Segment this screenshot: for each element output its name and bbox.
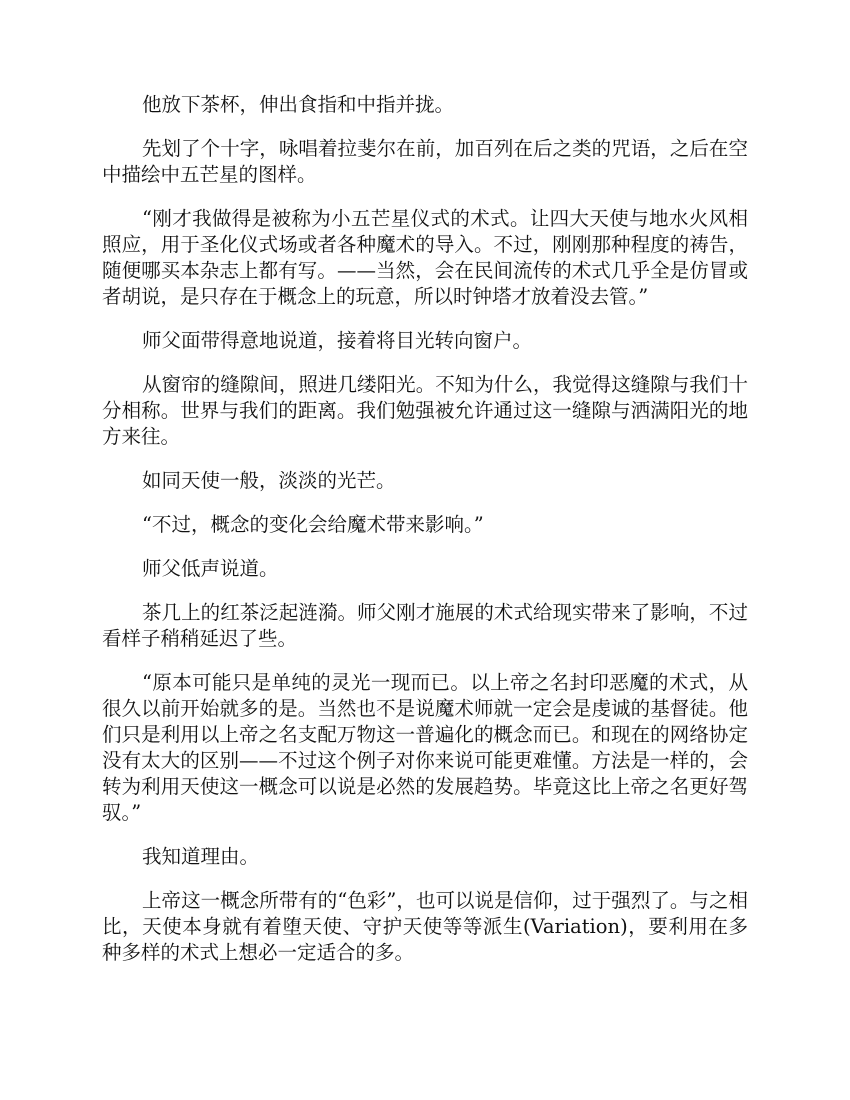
paragraph-9: 茶几上的红茶泛起涟漪。师父刚才施展的术式给现实带来了影响，不过看样子稍稍延迟了些。 (102, 601, 748, 650)
paragraph-12: 上帝这一概念所带有的“色彩”，也可以说是信仰，过于强烈了。与之相比，天使本身就有着堕天使、守护天使等等派生(Variation)，要利用在多种多样的术式上想必一定适合的多。 (102, 889, 748, 964)
paragraph-1: 他放下茶杯，伸出食指和中指并拢。 (142, 93, 455, 116)
paragraph-11: 我知道理由。 (142, 845, 260, 868)
paragraph-8: 师父低声说道。 (142, 557, 279, 580)
paragraph-4: 师父面带得意地说道，接着将目光转向窗户。 (142, 329, 533, 352)
paragraph-2: 先划了个十字，咏唱着拉斐尔在前，加百列在后之类的咒语，之后在空中描绘中五芒星的图样。 (102, 137, 748, 186)
paragraph-7: “不过，概念的变化会给魔术带来影响。” (142, 513, 484, 536)
paragraph-3: “刚才我做得是被称为小五芒星仪式的术式。让四大天使与地水火风相照应，用于圣化仪式场或者各种魔术的导入。不过，刚刚那种程度的祷告，随便哪买本杂志上都有写。——当然，会在民间流传的术式几乎全是仿冒或者胡说，是只存在于概念上的玩意，所以时钟塔才放着没去管。” (102, 207, 748, 308)
document-page (102, 92, 748, 984)
paragraph-6: 如同天使一般，淡淡的光芒。 (142, 469, 396, 492)
paragraph-5: 从窗帘的缝隙间，照进几缕阳光。不知为什么，我觉得这缝隙与我们十分相称。世界与我们的距离。我们勉强被允许通过这一缝隙与洒满阳光的地方来往。 (102, 373, 748, 448)
paragraph-10: “原本可能只是单纯的灵光一现而已。以上帝之名封印恶魔的术式，从很久以前开始就多的是。当然也不是说魔术师就一定会是虔诚的基督徒。他们只是利用以上帝之名支配万物这一普遍化的概念而已。和现在的网络协定没有太大的区别——不过这个例子对你来说可能更难懂。方法是一样的，会转为利用天使这一概念可以说是必然的发展趋势。毕竟这比上帝之名更好驾驭。” (102, 671, 748, 824)
